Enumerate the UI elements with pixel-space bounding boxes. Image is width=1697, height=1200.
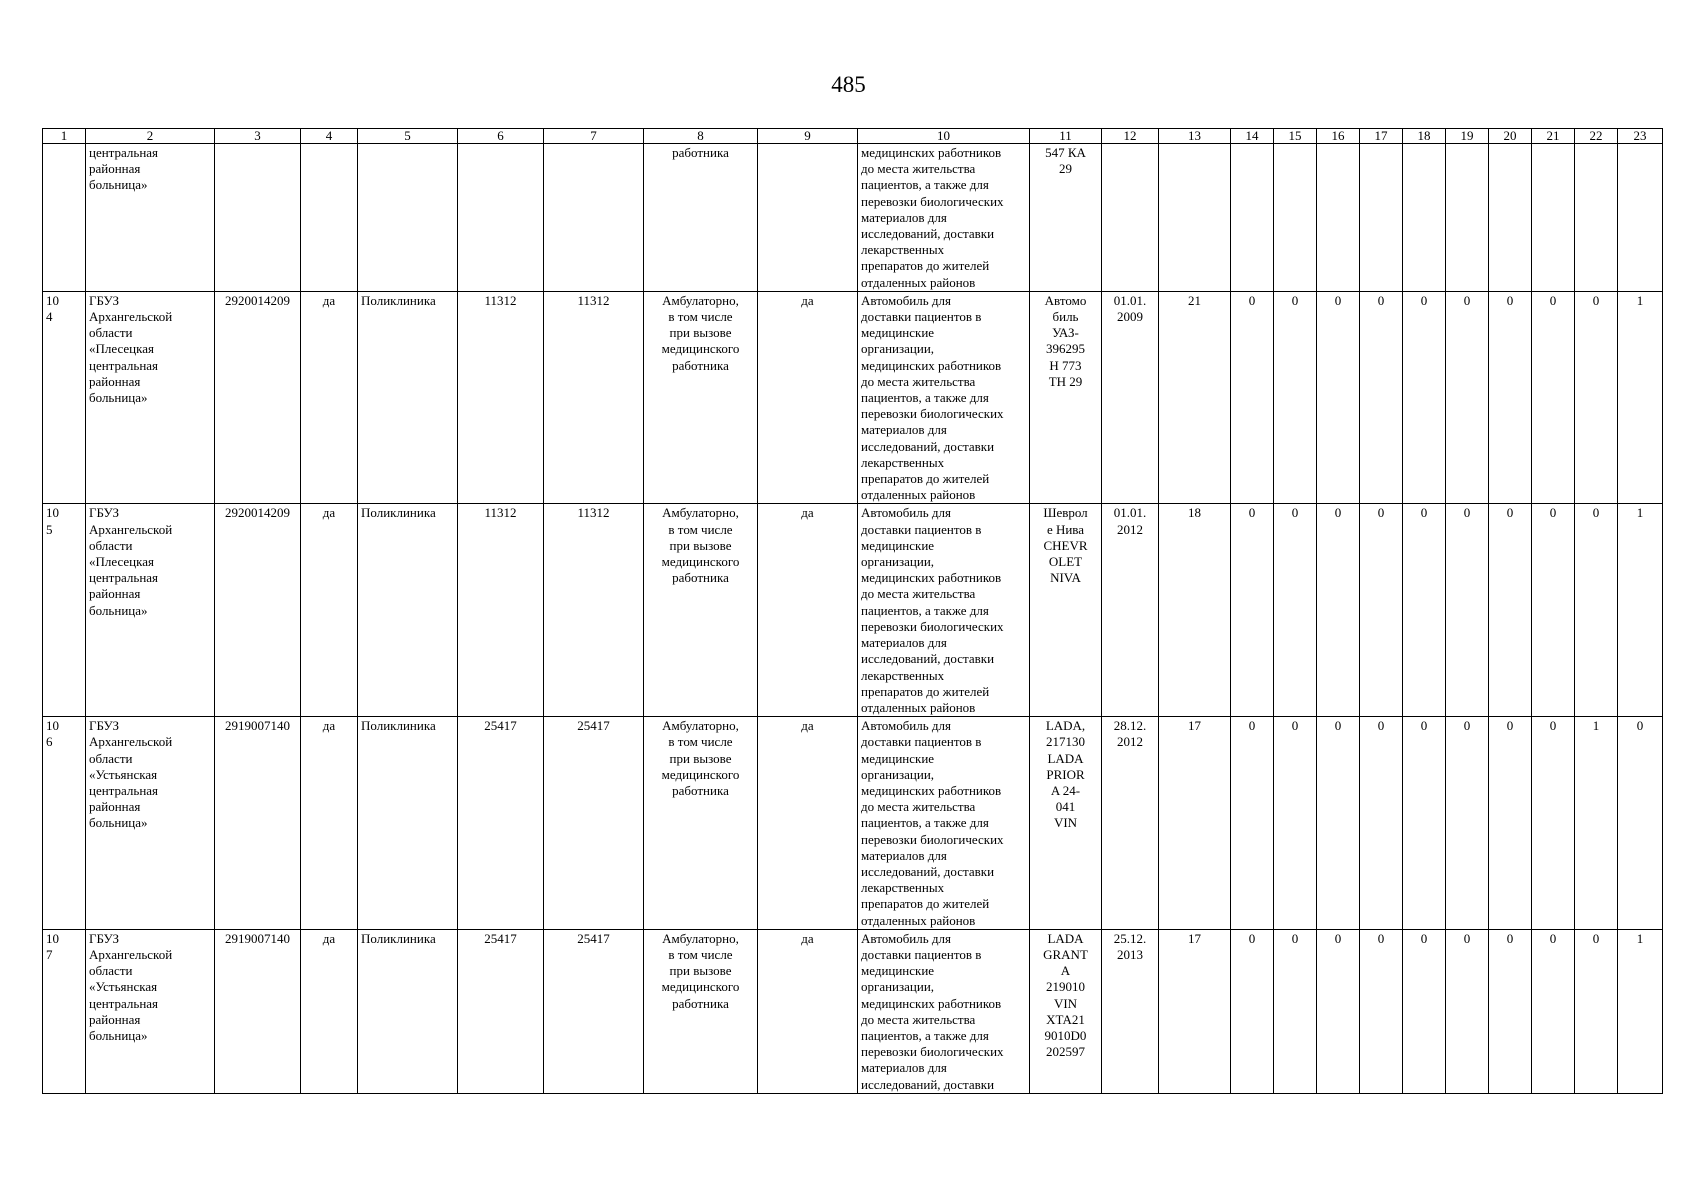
count-col-23: 1 — [1618, 291, 1663, 504]
vehicle-purpose: Автомобиль для доставки пациентов в медицинские организации, медицинских работников до места жительства пациентов, а также для перевозки биологических материалов для исследований, доставки лекарственных препаратов до жителей отдаленных районов — [858, 717, 1030, 930]
flag: да — [301, 504, 358, 717]
count-col-22: 0 — [1575, 291, 1618, 504]
count-col-20: 0 — [1489, 929, 1532, 1093]
count-col-20: 0 — [1489, 504, 1532, 717]
care-type: работника — [644, 144, 758, 292]
care-type: Амбулаторно, в том числе при вызове медицинского работника — [644, 929, 758, 1093]
count-col-20: 0 — [1489, 291, 1532, 504]
count-col-14: 0 — [1231, 717, 1274, 930]
inn: 2920014209 — [215, 291, 301, 504]
col-header: 7 — [544, 129, 644, 144]
count-col-15: 0 — [1274, 504, 1317, 717]
count-col-13: 17 — [1159, 717, 1231, 930]
count-col-17: 0 — [1360, 504, 1403, 717]
count-col-14: 0 — [1231, 291, 1274, 504]
count-col-22: 0 — [1575, 504, 1618, 717]
count-col-13 — [1159, 144, 1231, 292]
table-row — [43, 291, 1663, 504]
organization-name: ГБУЗ Архангельской области «Плесецкая центральная районная больница» — [86, 291, 215, 504]
col-header: 11 — [1030, 129, 1102, 144]
count-col-21: 0 — [1532, 929, 1575, 1093]
count-col-22 — [1575, 144, 1618, 292]
unit-type: Поликлиника — [358, 504, 458, 717]
count-col-19: 0 — [1446, 929, 1489, 1093]
count-col-15 — [1274, 144, 1317, 292]
count-col-18: 0 — [1403, 929, 1446, 1093]
count-col-21: 0 — [1532, 291, 1575, 504]
date: 01.01. 2009 — [1102, 291, 1159, 504]
count-col-20 — [1489, 144, 1532, 292]
code-a: 25417 — [458, 717, 544, 930]
count-col-23: 1 — [1618, 504, 1663, 717]
col-header: 23 — [1618, 129, 1663, 144]
count-col-21 — [1532, 144, 1575, 292]
count-col-16: 0 — [1317, 504, 1360, 717]
col-header: 20 — [1489, 129, 1532, 144]
col-header: 19 — [1446, 129, 1489, 144]
count-col-18: 0 — [1403, 504, 1446, 717]
count-col-18: 0 — [1403, 291, 1446, 504]
organization-name: ГБУЗ Архангельской области «Устьянская центральная районная больница» — [86, 717, 215, 930]
date: 01.01. 2012 — [1102, 504, 1159, 717]
vehicle-model: Шеврол е Нива CHEVR OLET NIVA — [1030, 504, 1102, 717]
col-header: 2 — [86, 129, 215, 144]
col-header: 4 — [301, 129, 358, 144]
count-col-18: 0 — [1403, 717, 1446, 930]
table-row — [43, 717, 1663, 930]
registry-table — [42, 128, 1663, 1094]
count-col-15: 0 — [1274, 717, 1317, 930]
code-a: 11312 — [458, 291, 544, 504]
count-col-17: 0 — [1360, 929, 1403, 1093]
unit-type: Поликлиника — [358, 717, 458, 930]
row-number: 10 5 — [43, 504, 86, 717]
count-col-13: 17 — [1159, 929, 1231, 1093]
inn — [215, 144, 301, 292]
unit-type — [358, 144, 458, 292]
col-header: 5 — [358, 129, 458, 144]
col-header: 17 — [1360, 129, 1403, 144]
code-a — [458, 144, 544, 292]
code-b: 11312 — [544, 291, 644, 504]
code-a: 25417 — [458, 929, 544, 1093]
vehicle-purpose: Автомобиль для доставки пациентов в медицинские организации, медицинских работников до места жительства пациентов, а также для перевозки биологических материалов для исследований, доставки — [858, 929, 1030, 1093]
count-col-15: 0 — [1274, 291, 1317, 504]
table-body — [43, 144, 1663, 1094]
count-col-18 — [1403, 144, 1446, 292]
count-col-14: 0 — [1231, 929, 1274, 1093]
col-header: 16 — [1317, 129, 1360, 144]
count-col-19: 0 — [1446, 504, 1489, 717]
table-row — [43, 929, 1663, 1093]
vehicle-purpose: Автомобиль для доставки пациентов в медицинские организации, медицинских работников до места жительства пациентов, а также для перевозки биологических материалов для исследований, доставки лекарственных препаратов до жителей отдаленных районов — [858, 504, 1030, 717]
count-col-16: 0 — [1317, 291, 1360, 504]
flag-2: да — [758, 291, 858, 504]
flag-2: да — [758, 717, 858, 930]
code-b — [544, 144, 644, 292]
col-header: 18 — [1403, 129, 1446, 144]
column-number-row — [43, 129, 1663, 144]
col-header: 13 — [1159, 129, 1231, 144]
code-b: 25417 — [544, 717, 644, 930]
flag-2: да — [758, 504, 858, 717]
unit-type: Поликлиника — [358, 929, 458, 1093]
col-header: 6 — [458, 129, 544, 144]
count-col-19: 0 — [1446, 291, 1489, 504]
flag-2 — [758, 144, 858, 292]
col-header: 1 — [43, 129, 86, 144]
date: 25.12. 2013 — [1102, 929, 1159, 1093]
row-number: 10 4 — [43, 291, 86, 504]
count-col-15: 0 — [1274, 929, 1317, 1093]
count-col-20: 0 — [1489, 717, 1532, 930]
col-header: 9 — [758, 129, 858, 144]
date — [1102, 144, 1159, 292]
inn: 2920014209 — [215, 504, 301, 717]
inn: 2919007140 — [215, 929, 301, 1093]
col-header: 8 — [644, 129, 758, 144]
vehicle-purpose: медицинских работников до места жительства пациентов, а также для перевозки биологических материалов для исследований, доставки лекарственных препаратов до жителей отдаленных районов — [858, 144, 1030, 292]
flag — [301, 144, 358, 292]
col-header: 21 — [1532, 129, 1575, 144]
count-col-17: 0 — [1360, 717, 1403, 930]
count-col-23: 1 — [1618, 929, 1663, 1093]
vehicle-model: LADA, 217130 LADA PRIOR A 24- 041 VIN — [1030, 717, 1102, 930]
vehicle-model: LADA GRANT A 219010 VIN XTA21 9010D0 202597 — [1030, 929, 1102, 1093]
col-header: 22 — [1575, 129, 1618, 144]
care-type: Амбулаторно, в том числе при вызове медицинского работника — [644, 504, 758, 717]
col-header: 3 — [215, 129, 301, 144]
vehicle-model: 547 КА 29 — [1030, 144, 1102, 292]
flag: да — [301, 291, 358, 504]
count-col-16: 0 — [1317, 717, 1360, 930]
organization-name: ГБУЗ Архангельской области «Плесецкая центральная районная больница» — [86, 504, 215, 717]
code-a: 11312 — [458, 504, 544, 717]
count-col-22: 0 — [1575, 929, 1618, 1093]
count-col-23 — [1618, 144, 1663, 292]
count-col-14 — [1231, 144, 1274, 292]
count-col-14: 0 — [1231, 504, 1274, 717]
count-col-21: 0 — [1532, 717, 1575, 930]
row-number: 10 6 — [43, 717, 86, 930]
flag-2: да — [758, 929, 858, 1093]
col-header: 10 — [858, 129, 1030, 144]
page-number: 485 — [831, 72, 866, 97]
date: 28.12. 2012 — [1102, 717, 1159, 930]
organization-name: центральная районная больница» — [86, 144, 215, 292]
organization-name: ГБУЗ Архангельской области «Устьянская центральная районная больница» — [86, 929, 215, 1093]
count-col-19: 0 — [1446, 717, 1489, 930]
row-number: 10 7 — [43, 929, 86, 1093]
col-header: 14 — [1231, 129, 1274, 144]
unit-type: Поликлиника — [358, 291, 458, 504]
table-row — [43, 504, 1663, 717]
col-header: 12 — [1102, 129, 1159, 144]
vehicle-purpose: Автомобиль для доставки пациентов в медицинские организации, медицинских работников до места жительства пациентов, а также для перевозки биологических материалов для исследований, доставки лекарственных препаратов до жителей отдаленных районов — [858, 291, 1030, 504]
flag: да — [301, 929, 358, 1093]
count-col-23: 0 — [1618, 717, 1663, 930]
count-col-16: 0 — [1317, 929, 1360, 1093]
count-col-19 — [1446, 144, 1489, 292]
row-number — [43, 144, 86, 292]
count-col-16 — [1317, 144, 1360, 292]
count-col-13: 21 — [1159, 291, 1231, 504]
count-col-22: 1 — [1575, 717, 1618, 930]
care-type: Амбулаторно, в том числе при вызове медицинского работника — [644, 291, 758, 504]
count-col-21: 0 — [1532, 504, 1575, 717]
vehicle-model: Автомо биль УАЗ- 396295 Н 773 ТН 29 — [1030, 291, 1102, 504]
code-b: 25417 — [544, 929, 644, 1093]
table-row — [43, 144, 1663, 292]
count-col-13: 18 — [1159, 504, 1231, 717]
inn: 2919007140 — [215, 717, 301, 930]
count-col-17 — [1360, 144, 1403, 292]
care-type: Амбулаторно, в том числе при вызове медицинского работника — [644, 717, 758, 930]
count-col-17: 0 — [1360, 291, 1403, 504]
code-b: 11312 — [544, 504, 644, 717]
flag: да — [301, 717, 358, 930]
col-header: 15 — [1274, 129, 1317, 144]
